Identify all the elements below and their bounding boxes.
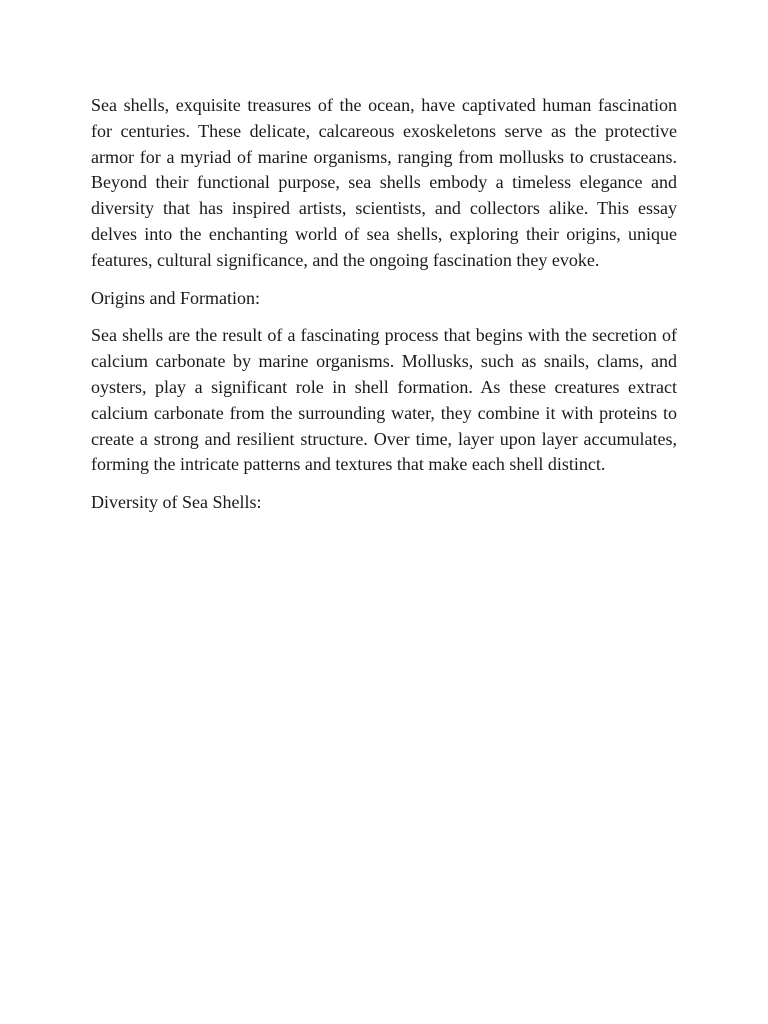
document-body	[91, 93, 677, 528]
section-heading-origins: Origins and Formation:	[91, 287, 260, 308]
intro-paragraph: Sea shells, exquisite treasures of the ocean, have captivated human fascination for centuries. These delicate, calcareous exoskeletons serve as the protective armor for a myriad of marine organisms, ranging from mollusks to crustaceans. Beyond their functional purpose, sea shells embody a timeless elegance and diversity that has inspired artists, scientists, and collectors alike. This essay delves into the enchanting world of sea shells, exploring their origins, unique features, cultural significance, and the ongoing fascination they evoke.	[91, 95, 677, 270]
origins-paragraph: Sea shells are the result of a fascinating process that begins with the secretion of calcium carbonate by marine organisms. Mollusks, such as snails, clams, and oysters, play a significant role in shell formation. As these creatures extract calcium carbonate from the surrounding water, they combine it with proteins to create a strong and resilient structure. Over time, layer upon layer accumulates, forming the intricate patterns and textures that make each shell distinct.	[91, 325, 677, 475]
section-heading-diversity: Diversity of Sea Shells:	[91, 492, 262, 513]
